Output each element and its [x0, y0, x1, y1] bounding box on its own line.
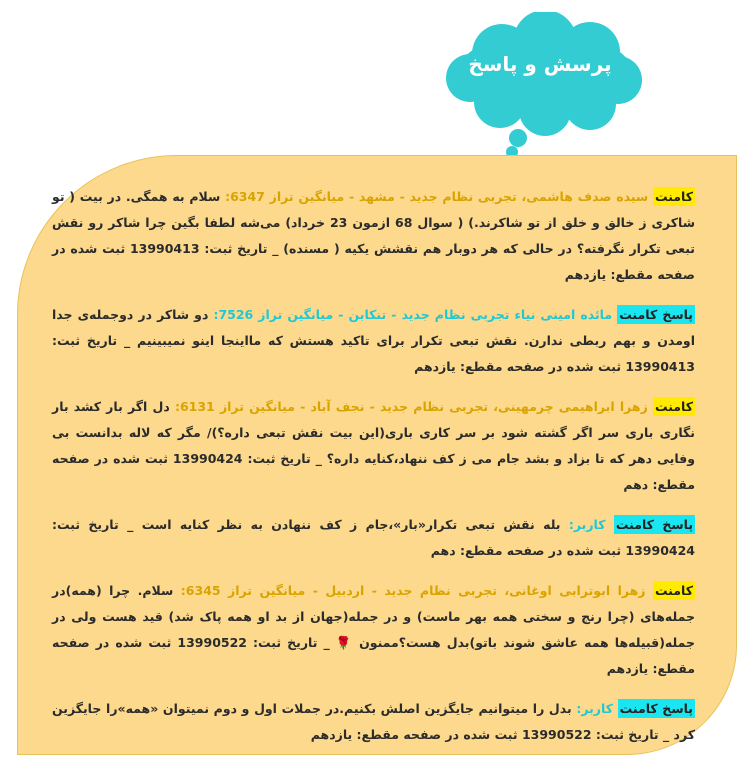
- comment-author[interactable]: سیده صدف هاشمی، تجربی نظام جدید - مشهد - میانگین تراز 6347:: [225, 189, 653, 204]
- comment-text: بله نقش تبعی تکرار«بار»،جام ز کف ننهادن به نظر کنایه است _ تاریخ ثبت: 13990424 ثبت شده در صفحه مقطع: دهم: [52, 517, 695, 558]
- comment-item: [52, 394, 695, 498]
- comment-tag: کامنت: [654, 399, 694, 414]
- comment-tag: پاسخ کامنت: [615, 517, 694, 532]
- comment-item: [52, 578, 695, 682]
- comment-author[interactable]: زهرا ابوترابی اوغانی، تجربی نظام جدید - اردبیل - میانگین تراز 6345:: [180, 583, 653, 598]
- comment-text: دو شاکر در دوجمله‌ی جدا اومدن و بهم ربطی ندارن. نقش تبعی تکرار برای تاکید هستش که مااینجا اینو نمیبینیم _ تاریخ ثبت: 13990413 ثبت شده در صفحه مقطع: یازدهم: [52, 307, 695, 374]
- comment-tag: کامنت: [654, 583, 693, 598]
- comment-tag: پاسخ کامنت: [619, 701, 693, 716]
- comment-text: دل اگر بار کشد بار نگاری باری سر اگر گشته شود بر سر کاری باری(این بیت نقش تبعی داره؟)/ مگر که لاله بدانست بی وفایی دهر که تا بزاد و بشد جام می ز کف ننهاد،کنایه داره؟ _ تاریخ ثبت: 13990424 ثبت شده در صفحه مقطع: دهم: [52, 399, 695, 492]
- comment-author[interactable]: کاربر:: [568, 517, 614, 532]
- header-cloud: [440, 12, 650, 162]
- comment-text: بدل را میتوانیم جایگزین اصلش بکنیم.در جملات اول و دوم نمیتوان «همه»را جایگزین کرد _ تاریخ ثبت: 13990522 ثبت شده در صفحه مقطع: یازدهم: [52, 701, 695, 742]
- reply-item: [52, 512, 695, 564]
- comment-author[interactable]: کاربر:: [576, 701, 618, 716]
- comment-item: [52, 184, 695, 288]
- comment-author[interactable]: زهرا ابراهیمی چرمهینی، تجربی نظام جدید - نجف آباد - میانگین تراز 6131:: [174, 399, 653, 414]
- comment-text: سلام به همگی. در بیت ( تو شاکری ز خالق و خلق از تو شاکرند.) ( سوال 68 ازمون 23 خرداد) می‌شه لطفا بگین چرا شاکر رو نقش تبعی تکرار نگرفته؟ در حالی که هر دوبار هم نقشش یکیه ( مسنده) _ تاریخ ثبت: 13990413 ثبت شده در صفحه مقطع: یازدهم: [52, 189, 695, 282]
- comment-text: سلام. چرا (همه)در جمله‌های (چرا رنج و سختی همه بهر ماست) و در جمله(جهان از بد او همه پاک شد) قید هست ولی در جمله(قبیله‌ها همه عاشق شوند باتو)بدل هست؟ممنون 🌹 _ تاریخ ثبت: 13990522 ثبت شده در صفحه مقطع: یازدهم: [52, 583, 695, 676]
- comment-tag: کامنت: [654, 189, 694, 204]
- comment-author[interactable]: مائده امینی نیاء تجربی نظام جدید - تنکابن - میانگین تراز 7526:: [213, 307, 618, 322]
- comments-list: [52, 184, 695, 762]
- reply-item: [52, 696, 695, 748]
- comment-tag: پاسخ کامنت: [619, 307, 694, 322]
- reply-item: [52, 302, 695, 380]
- page-title: پرسش و پاسخ: [468, 52, 612, 76]
- cloud-shape: [440, 12, 650, 162]
